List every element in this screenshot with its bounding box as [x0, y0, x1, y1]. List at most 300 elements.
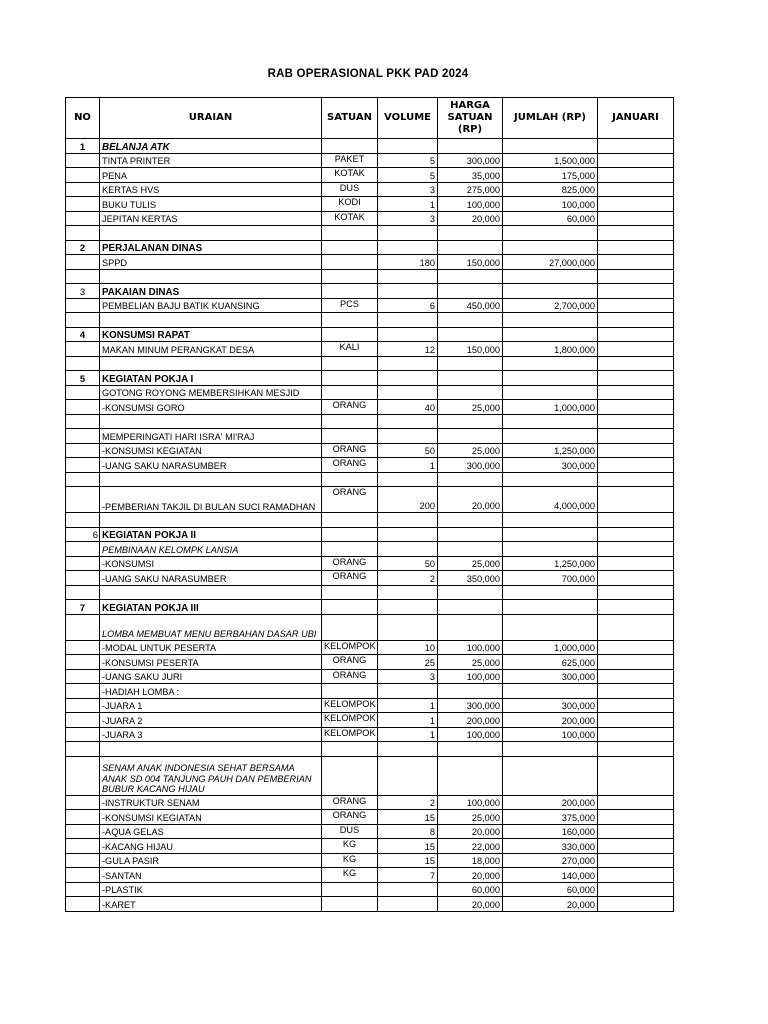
- header-no: NO: [66, 98, 100, 139]
- row-no-cell: [66, 669, 100, 684]
- row-volume-cell: 50: [378, 556, 438, 571]
- row-harga-cell: 25,000: [438, 556, 503, 571]
- row-satuan-cell: [322, 269, 378, 284]
- row-satuan-cell: [322, 684, 378, 699]
- row-satuan-cell: [322, 385, 378, 400]
- row-volume-cell: [378, 269, 438, 284]
- row-januari-cell: [598, 153, 674, 168]
- table-row: [66, 385, 674, 400]
- row-satuan-cell: [322, 600, 378, 615]
- table-row: [66, 313, 674, 328]
- row-harga-cell: [438, 414, 503, 429]
- row-januari-cell: [598, 269, 674, 284]
- row-volume-cell: 40: [378, 400, 438, 415]
- row-januari-cell: [598, 839, 674, 854]
- row-uraian-cell: KEGIATAN POKJA II: [100, 527, 322, 542]
- row-satuan-cell: [322, 313, 378, 328]
- row-jumlah-cell: [503, 313, 598, 328]
- table-row: [66, 897, 674, 912]
- row-satuan-cell: KG: [322, 839, 378, 854]
- row-satuan-cell: ORANG: [322, 655, 378, 670]
- row-harga-cell: 300,000: [438, 153, 503, 168]
- table-row: [66, 669, 674, 684]
- row-uraian-cell: [100, 472, 322, 487]
- row-januari-cell: [598, 443, 674, 458]
- row-volume-cell: [378, 327, 438, 342]
- row-uraian-cell: -JUARA 3: [100, 727, 322, 742]
- row-jumlah-cell: [503, 269, 598, 284]
- row-harga-cell: [438, 226, 503, 241]
- row-volume-cell: [378, 313, 438, 328]
- row-harga-cell: [438, 614, 503, 640]
- row-jumlah-cell: [503, 684, 598, 699]
- table-row: [66, 684, 674, 699]
- row-no-cell: [66, 400, 100, 415]
- row-harga-cell: 300,000: [438, 698, 503, 713]
- row-no-cell: 4: [66, 327, 100, 342]
- row-no-cell: [66, 713, 100, 728]
- row-volume-cell: [378, 414, 438, 429]
- row-uraian-cell: -UANG SAKU JURI: [100, 669, 322, 684]
- row-uraian-cell: -JUARA 1: [100, 698, 322, 713]
- row-harga-cell: 100,000: [438, 727, 503, 742]
- row-no-cell: [66, 211, 100, 226]
- row-jumlah-cell: 1,800,000: [503, 342, 598, 357]
- row-januari-cell: [598, 824, 674, 839]
- table-row: [66, 226, 674, 241]
- row-harga-cell: 22,000: [438, 839, 503, 854]
- row-jumlah-cell: [503, 327, 598, 342]
- row-satuan-cell: [322, 472, 378, 487]
- row-harga-cell: 25,000: [438, 655, 503, 670]
- row-januari-cell: [598, 255, 674, 270]
- row-jumlah-cell: [503, 371, 598, 386]
- row-harga-cell: [438, 240, 503, 255]
- row-satuan-cell: [322, 356, 378, 371]
- row-satuan-cell: DUS: [322, 824, 378, 839]
- row-jumlah-cell: [503, 600, 598, 615]
- row-januari-cell: [598, 585, 674, 600]
- row-januari-cell: [598, 756, 674, 795]
- row-volume-cell: [378, 371, 438, 386]
- row-jumlah-cell: [503, 756, 598, 795]
- row-volume-cell: 1: [378, 727, 438, 742]
- row-uraian-cell: [100, 226, 322, 241]
- row-harga-cell: [438, 313, 503, 328]
- table-row: [66, 284, 674, 299]
- table-row: [66, 698, 674, 713]
- row-harga-cell: [438, 429, 503, 444]
- row-uraian-cell: -PLASTIK: [100, 882, 322, 897]
- row-januari-cell: [598, 342, 674, 357]
- header-volume: VOLUME: [378, 98, 438, 139]
- row-uraian-cell: -KARET: [100, 897, 322, 912]
- row-harga-cell: [438, 585, 503, 600]
- row-no-cell: [66, 298, 100, 313]
- row-uraian-cell: GOTONG ROYONG MEMBERSIHKAN MESJID: [100, 385, 322, 400]
- row-no-cell: [66, 487, 100, 513]
- row-no-cell: [66, 868, 100, 883]
- row-satuan-cell: KELOMPOK: [322, 640, 378, 655]
- row-uraian-cell: [100, 356, 322, 371]
- row-jumlah-cell: 60,000: [503, 882, 598, 897]
- row-satuan-cell: [322, 513, 378, 528]
- row-harga-cell: 100,000: [438, 795, 503, 810]
- row-januari-cell: [598, 139, 674, 154]
- row-januari-cell: [598, 542, 674, 557]
- row-uraian-cell: JEPITAN KERTAS: [100, 211, 322, 226]
- row-volume-cell: 15: [378, 853, 438, 868]
- row-satuan-cell: [322, 226, 378, 241]
- row-volume-cell: 6: [378, 298, 438, 313]
- row-satuan-cell: ORANG: [322, 458, 378, 473]
- row-harga-cell: 150,000: [438, 255, 503, 270]
- row-januari-cell: [598, 882, 674, 897]
- row-volume-cell: 3: [378, 669, 438, 684]
- row-januari-cell: [598, 385, 674, 400]
- table-row: [66, 472, 674, 487]
- row-jumlah-cell: 2,700,000: [503, 298, 598, 313]
- row-jumlah-cell: 1,500,000: [503, 153, 598, 168]
- row-januari-cell: [598, 356, 674, 371]
- table-row: [66, 713, 674, 728]
- row-no-cell: [66, 513, 100, 528]
- row-uraian-cell: [100, 513, 322, 528]
- row-harga-cell: 25,000: [438, 400, 503, 415]
- row-no-cell: [66, 269, 100, 284]
- row-januari-cell: [598, 698, 674, 713]
- row-no-cell: [66, 684, 100, 699]
- table-row: [66, 269, 674, 284]
- row-harga-cell: [438, 513, 503, 528]
- row-uraian-cell: KONSUMSI RAPAT: [100, 327, 322, 342]
- table-row: [66, 839, 674, 854]
- row-no-cell: [66, 472, 100, 487]
- row-volume-cell: [378, 742, 438, 757]
- row-no-cell: [66, 897, 100, 912]
- row-satuan-cell: [322, 327, 378, 342]
- row-januari-cell: [598, 795, 674, 810]
- row-satuan-cell: [322, 255, 378, 270]
- row-no-cell: 6: [66, 527, 100, 542]
- row-volume-cell: [378, 585, 438, 600]
- row-volume-cell: 1: [378, 458, 438, 473]
- row-satuan-cell: ORANG: [322, 487, 378, 513]
- row-uraian-cell: LOMBA MEMBUAT MENU BERBAHAN DASAR UBI: [100, 614, 322, 640]
- row-januari-cell: [598, 168, 674, 183]
- table-row: [66, 527, 674, 542]
- row-satuan-cell: [322, 614, 378, 640]
- row-harga-cell: 300,000: [438, 458, 503, 473]
- row-harga-cell: 25,000: [438, 443, 503, 458]
- row-uraian-cell: -KONSUMSI PESERTA: [100, 655, 322, 670]
- row-satuan-cell: [322, 756, 378, 795]
- row-no-cell: 3: [66, 284, 100, 299]
- row-jumlah-cell: [503, 614, 598, 640]
- row-harga-cell: 20,000: [438, 487, 503, 513]
- row-jumlah-cell: 100,000: [503, 727, 598, 742]
- row-harga-cell: [438, 472, 503, 487]
- row-satuan-cell: ORANG: [322, 556, 378, 571]
- row-uraian-cell: -KONSUMSI KEGIATAN: [100, 810, 322, 825]
- table-row: [66, 342, 674, 357]
- row-volume-cell: [378, 542, 438, 557]
- row-volume-cell: 7: [378, 868, 438, 883]
- row-harga-cell: [438, 542, 503, 557]
- row-no-cell: [66, 197, 100, 212]
- row-satuan-cell: [322, 542, 378, 557]
- table-row: [66, 240, 674, 255]
- header-satuan: SATUAN: [322, 98, 378, 139]
- row-no-cell: [66, 853, 100, 868]
- row-volume-cell: 2: [378, 795, 438, 810]
- row-jumlah-cell: 300,000: [503, 458, 598, 473]
- row-januari-cell: [598, 298, 674, 313]
- row-no-cell: [66, 153, 100, 168]
- row-jumlah-cell: [503, 284, 598, 299]
- row-uraian-cell: KEGIATAN POKJA I: [100, 371, 322, 386]
- row-satuan-cell: KOTAK: [322, 211, 378, 226]
- table-row: [66, 600, 674, 615]
- row-jumlah-cell: 300,000: [503, 698, 598, 713]
- row-januari-cell: [598, 211, 674, 226]
- row-uraian-cell: MEMPERINGATI HARI ISRA' MI'RAJ: [100, 429, 322, 444]
- row-harga-cell: 20,000: [438, 211, 503, 226]
- row-no-cell: [66, 824, 100, 839]
- row-volume-cell: 2: [378, 571, 438, 586]
- row-volume-cell: 50: [378, 443, 438, 458]
- row-no-cell: [66, 168, 100, 183]
- row-no-cell: [66, 443, 100, 458]
- row-volume-cell: [378, 600, 438, 615]
- row-uraian-cell: PEMBELIAN BAJU BATIK KUANSING: [100, 298, 322, 313]
- row-harga-cell: 20,000: [438, 824, 503, 839]
- row-uraian-cell: BELANJA ATK: [100, 139, 322, 154]
- row-satuan-cell: KALI: [322, 342, 378, 357]
- row-harga-cell: [438, 600, 503, 615]
- table-row: [66, 853, 674, 868]
- row-jumlah-cell: 330,000: [503, 839, 598, 854]
- row-uraian-cell: PEMBINAAN KELOMPK LANSIA: [100, 542, 322, 557]
- row-jumlah-cell: 625,000: [503, 655, 598, 670]
- row-uraian-cell: -KONSUMSI: [100, 556, 322, 571]
- row-jumlah-cell: [503, 385, 598, 400]
- row-jumlah-cell: 1,250,000: [503, 443, 598, 458]
- row-januari-cell: [598, 556, 674, 571]
- row-harga-cell: [438, 269, 503, 284]
- table-row: [66, 371, 674, 386]
- header-harga-satuan: HARGA SATUAN (RP): [438, 98, 503, 139]
- row-januari-cell: [598, 669, 674, 684]
- row-no-cell: [66, 655, 100, 670]
- row-uraian-cell: [100, 269, 322, 284]
- row-uraian-cell: -GULA PASIR: [100, 853, 322, 868]
- table-row: [66, 742, 674, 757]
- row-januari-cell: [598, 371, 674, 386]
- row-no-cell: [66, 182, 100, 197]
- row-jumlah-cell: 200,000: [503, 795, 598, 810]
- row-januari-cell: [598, 727, 674, 742]
- row-uraian-cell: -KACANG HIJAU: [100, 839, 322, 854]
- row-no-cell: [66, 342, 100, 357]
- row-no-cell: [66, 839, 100, 854]
- row-satuan-cell: ORANG: [322, 795, 378, 810]
- row-no-cell: [66, 429, 100, 444]
- table-row: [66, 882, 674, 897]
- row-satuan-cell: KODI: [322, 197, 378, 212]
- row-satuan-cell: [322, 585, 378, 600]
- row-jumlah-cell: 20,000: [503, 897, 598, 912]
- row-satuan-cell: KOTAK: [322, 168, 378, 183]
- header-jumlah: JUMLAH (RP): [503, 98, 598, 139]
- row-januari-cell: [598, 810, 674, 825]
- table-row: [66, 255, 674, 270]
- row-harga-cell: [438, 527, 503, 542]
- row-volume-cell: 180: [378, 255, 438, 270]
- row-satuan-cell: ORANG: [322, 400, 378, 415]
- row-no-cell: [66, 810, 100, 825]
- table-row: [66, 487, 674, 513]
- row-januari-cell: [598, 487, 674, 513]
- row-januari-cell: [598, 897, 674, 912]
- row-harga-cell: [438, 756, 503, 795]
- row-jumlah-cell: [503, 226, 598, 241]
- table-row: [66, 640, 674, 655]
- row-jumlah-cell: 700,000: [503, 571, 598, 586]
- row-jumlah-cell: 160,000: [503, 824, 598, 839]
- row-no-cell: [66, 556, 100, 571]
- budget-table: [65, 97, 674, 912]
- row-satuan-cell: KG: [322, 853, 378, 868]
- table-row: [66, 795, 674, 810]
- row-harga-cell: 20,000: [438, 897, 503, 912]
- row-uraian-cell: -INSTRUKTUR SENAM: [100, 795, 322, 810]
- row-volume-cell: [378, 139, 438, 154]
- row-volume-cell: 15: [378, 839, 438, 854]
- row-satuan-cell: KELOMPOK: [322, 698, 378, 713]
- row-harga-cell: 25,000: [438, 810, 503, 825]
- row-volume-cell: 12: [378, 342, 438, 357]
- table-row: [66, 356, 674, 371]
- row-harga-cell: [438, 139, 503, 154]
- row-jumlah-cell: [503, 240, 598, 255]
- table-row: [66, 727, 674, 742]
- row-volume-cell: [378, 756, 438, 795]
- row-januari-cell: [598, 713, 674, 728]
- row-uraian-cell: [100, 585, 322, 600]
- row-januari-cell: [598, 513, 674, 528]
- row-no-cell: [66, 255, 100, 270]
- row-volume-cell: [378, 897, 438, 912]
- row-jumlah-cell: 1,000,000: [503, 640, 598, 655]
- row-januari-cell: [598, 742, 674, 757]
- row-uraian-cell: SPPD: [100, 255, 322, 270]
- row-januari-cell: [598, 853, 674, 868]
- row-jumlah-cell: 4,000,000: [503, 487, 598, 513]
- row-uraian-cell: -UANG SAKU NARASUMBER: [100, 571, 322, 586]
- table-body: [66, 139, 674, 912]
- row-januari-cell: [598, 414, 674, 429]
- row-satuan-cell: KELOMPOK: [322, 713, 378, 728]
- row-uraian-cell: PENA: [100, 168, 322, 183]
- row-volume-cell: [378, 429, 438, 444]
- row-no-cell: [66, 727, 100, 742]
- row-satuan-cell: [322, 414, 378, 429]
- row-jumlah-cell: [503, 527, 598, 542]
- row-jumlah-cell: 200,000: [503, 713, 598, 728]
- row-no-cell: [66, 698, 100, 713]
- row-volume-cell: [378, 472, 438, 487]
- row-uraian-cell: -AQUA GELAS: [100, 824, 322, 839]
- row-no-cell: [66, 614, 100, 640]
- table-row: [66, 211, 674, 226]
- row-no-cell: [66, 458, 100, 473]
- table-row: [66, 327, 674, 342]
- row-januari-cell: [598, 327, 674, 342]
- row-volume-cell: [378, 614, 438, 640]
- row-volume-cell: 3: [378, 211, 438, 226]
- header-januari: JANUARI: [598, 98, 674, 139]
- row-jumlah-cell: 27,000,000: [503, 255, 598, 270]
- table-row: [66, 824, 674, 839]
- row-uraian-cell: -JUARA 2: [100, 713, 322, 728]
- row-no-cell: 5: [66, 371, 100, 386]
- row-no-cell: [66, 742, 100, 757]
- table-row: [66, 153, 674, 168]
- row-jumlah-cell: 100,000: [503, 197, 598, 212]
- table-row: [66, 182, 674, 197]
- table-row: [66, 429, 674, 444]
- header-uraian: URAIAN: [100, 98, 322, 139]
- row-jumlah-cell: [503, 356, 598, 371]
- row-harga-cell: 275,000: [438, 182, 503, 197]
- row-satuan-cell: [322, 882, 378, 897]
- table-row: [66, 571, 674, 586]
- row-volume-cell: 10: [378, 640, 438, 655]
- row-harga-cell: [438, 742, 503, 757]
- row-januari-cell: [598, 640, 674, 655]
- row-jumlah-cell: 300,000: [503, 669, 598, 684]
- row-satuan-cell: [322, 429, 378, 444]
- row-volume-cell: [378, 385, 438, 400]
- table-row: [66, 556, 674, 571]
- row-satuan-cell: [322, 284, 378, 299]
- row-jumlah-cell: 175,000: [503, 168, 598, 183]
- row-jumlah-cell: [503, 429, 598, 444]
- row-volume-cell: 25: [378, 655, 438, 670]
- row-uraian-cell: -KONSUMSI GORO: [100, 400, 322, 415]
- row-jumlah-cell: [503, 139, 598, 154]
- row-januari-cell: [598, 240, 674, 255]
- row-harga-cell: 350,000: [438, 571, 503, 586]
- row-jumlah-cell: 1,000,000: [503, 400, 598, 415]
- row-volume-cell: [378, 527, 438, 542]
- row-januari-cell: [598, 182, 674, 197]
- row-januari-cell: [598, 197, 674, 212]
- row-jumlah-cell: 1,250,000: [503, 556, 598, 571]
- row-satuan-cell: ORANG: [322, 669, 378, 684]
- row-jumlah-cell: [503, 513, 598, 528]
- row-no-cell: [66, 385, 100, 400]
- table-row: [66, 400, 674, 415]
- row-no-cell: [66, 585, 100, 600]
- row-harga-cell: [438, 327, 503, 342]
- row-no-cell: [66, 882, 100, 897]
- row-uraian-cell: KERTAS HVS: [100, 182, 322, 197]
- row-volume-cell: 1: [378, 197, 438, 212]
- row-uraian-cell: -SANTAN: [100, 868, 322, 883]
- row-volume-cell: [378, 284, 438, 299]
